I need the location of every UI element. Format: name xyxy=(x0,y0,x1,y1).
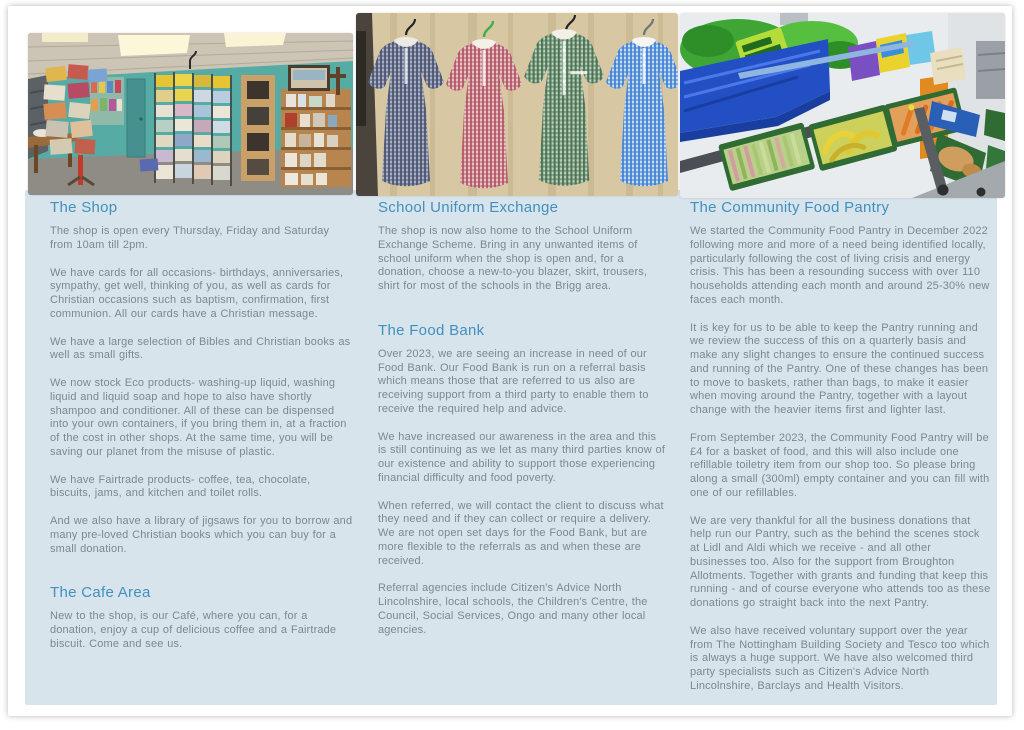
pack-purple xyxy=(848,41,880,81)
heading-the-shop: The Shop xyxy=(50,199,118,216)
paragraph: It is key for us to be able to keep the Pantry running and we review the success of this on a quarterly basis and make any slight changes to ensure the continued success and running of the Pantry. One of these changes has been to move to baskets, rather than bags, to make it easier when moving around the Pantry, together with a layout change with the heavier items first and lighter last. xyxy=(690,321,989,416)
paragraph: Referral agencies include Citizen's Advice North Lincolnshire, local schools, the Children's Centre, the Council, Social Services, Ongo and many other local agencies. xyxy=(378,582,648,636)
heading-food-bank: The Food Bank xyxy=(378,321,485,339)
paragraph: From September 2023, the Community Food Pantry will be £4 for a basket of food, and this will also include one refillable toiletry item from our shop too. So please bring along a small (300ml) empty container and you can fill with one of our refillables. xyxy=(690,431,990,499)
heading-food-pantry: The Community Food Pantry xyxy=(690,199,890,216)
paragraph: We have a large selection of Bibles and Christian books as well as small gifts. xyxy=(50,335,351,362)
paragraph: We have cards for all occasions- birthdays, anniversaries, sympathy, get well, thinking of you, as well as cards for Christian occasions such as baptism, confirmation, first communion. All our cards have a Christian message. xyxy=(50,266,344,320)
ceiling-light xyxy=(224,33,286,47)
paragraph: The shop is open every Thursday, Friday and Saturday from 10am till 2pm. xyxy=(50,225,330,251)
school-dresses-illustration xyxy=(356,13,678,196)
paragraph: We are very thankful for all the business donations that help run our Pantry, such as the behind the scenes stock at Lidl and Aldi which we receive - and all other businesses too. Also for the support from Broughton Allotments. Together with grants and funding that keep this running - and of course everyone who attends too as these donations go straight back into the next Pantry. xyxy=(690,514,991,609)
photo-shop-interior xyxy=(28,33,353,195)
food-pantry-illustration xyxy=(680,13,1005,198)
paragraph: The shop is now also home to the School Uniform Exchange Scheme. Bring in any unwanted items of school uniform when the shop is open and, for a donation, choose a new-to-you blazer, skirt, trousers, shirt for most of the schools in the Brigg area. xyxy=(378,225,648,292)
door xyxy=(127,79,145,157)
heading-cafe-area: The Cafe Area xyxy=(50,584,151,602)
column-uniform-foodbank xyxy=(378,199,667,651)
paragraph: When referred, we will contact the client to discuss what they need and if they can collect or require a delivery. We are not open set days for the Food Bank, but are more flexible to the referrals as and when these are received. xyxy=(378,499,664,567)
shop-interior-illustration xyxy=(28,33,353,195)
heading-uniform-exchange: School Uniform Exchange xyxy=(378,199,559,216)
spinner-pole xyxy=(78,155,83,185)
paragraph: We have increased our awareness in the area and this is still continuing as we let as many third parties know of our existence and ability to support those experiencing financial difficulty and food poverty. xyxy=(378,430,666,484)
photo-food-pantry xyxy=(680,13,1005,198)
paragraph: We started the Community Food Pantry in December 2022 following more and more of a need being identified locally, particularly following the cost of living crisis and energy crisis. This has been a resounding success with over 110 households attending each month and around 25-30% new faces each month. xyxy=(690,225,990,306)
column-food-pantry xyxy=(690,199,991,708)
column-the-shop xyxy=(50,199,353,666)
cube-shelf xyxy=(241,75,275,181)
paragraph: We now stock Eco products- washing-up liquid, washing liquid and liquid soap and hope to also have shortly shampoo and conditioner. All of these can be dispensed into your own containers, if you bring them in, at a fraction of the cost in other shops. At the same time, you will be saving our planet from the misuse of plastic. xyxy=(50,377,347,458)
photo-school-dresses xyxy=(356,13,678,196)
bookcase xyxy=(281,89,351,187)
wooden-cross xyxy=(336,67,340,95)
paragraph: And we also have a library of jigsaws for you to borrow and many pre-loved Christian books which you can buy for a small donation. xyxy=(50,515,353,555)
ceiling-light xyxy=(118,35,190,56)
brochure-page xyxy=(8,6,1012,716)
paragraph: Over 2023, we are seeing an increase in need of our Food Bank. Our Food Bank is run on a referral basis which means those that are referred to us also are receiving support from a third party to enable them to receive the required help and advice. xyxy=(378,347,649,415)
paragraph: We have Fairtrade products- coffee, tea, chocolate, biscuits, jams, and kitchen and toilet rolls. xyxy=(50,473,311,500)
paragraph: New to the shop, is our Café, where you can, for a donation, enjoy a cup of delicious coffee and a Fairtrade biscuit. Come and see us. xyxy=(50,610,337,650)
paragraph: We also have received voluntary support over the year from The Nottingham Building Society and Tesco too which is always a huge support. We have also welcomed third party specialists such as Citizen's Advice North Lincolnshire, Barclays and Health Visitors. xyxy=(690,624,990,692)
